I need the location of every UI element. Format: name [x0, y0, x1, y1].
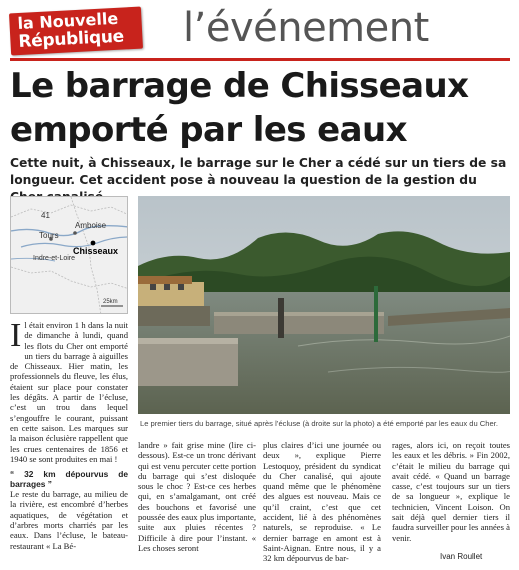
column-1-rest: Le reste du barrage, au milieu de la rivière, est encombré d’herbes aquatiques, de végétation et d’arbres morts charriés par les eaux. Dans l’écluse, le bateau-restaurant « La Bé-: [10, 489, 128, 551]
drop-cap: I: [10, 317, 22, 354]
column-3-text: plus claires d’ici une journée ou deux », explique Pierre Lestoquoy, président du syndicat du Cher canalisé, qui ajoute quand même que le phénomène des algues est nouveau. Mais ce qu’il craint, c’est que cet accident, lié à des phénomènes naturels, se reproduise. « Le dernier barrage en amont est à Saint-Aignan. Entre nous, il y a 32 km dépourvus de bar-: [263, 440, 381, 564]
author-signature: Ivan Roullet: [440, 552, 483, 561]
article-column-2: [138, 440, 256, 553]
map-scale: 25km: [103, 299, 118, 305]
barrage-photo: [138, 196, 510, 414]
logo-line-1: la Nouvelle: [17, 8, 119, 34]
article-headline: [10, 64, 515, 152]
map-label-chisseaux: Chisseaux: [73, 246, 119, 256]
article-column-1: [10, 317, 128, 551]
map-label-41: 41: [41, 211, 50, 220]
article-column-4: [392, 440, 510, 543]
location-map: [10, 196, 128, 314]
map-label-indre-et-loire: Indre-et-Loire: [33, 255, 76, 262]
headline-line-2: emporté par les eaux: [10, 110, 407, 150]
newspaper-logo: [9, 7, 143, 56]
column-2-text: landre » fait grise mine (lire ci-dessous). Est-ce un tronc dérivant qui est venu percuter cette portion du barrage qui s’est disloquée sous le choc ? Est-ce ces herbes qui, en s’amalgamant, ont créé des bouchons et favorisé une poussée des eaux plus importante, suite aux pluies récentes ? Difficile à dire pour l’instant. « Les choses seront: [138, 440, 256, 553]
map-label-amboise: Amboise: [75, 221, 107, 230]
column-4-text: rages, alors ici, on reçoit toutes les eaux et les débris. » Fin 2002, c’était le milieu du barrage qui avait cédé. « Quand un barrage casse, c’est toujours sur un tiers de sa longueur », explique le technicien, Vincent Loison. On sait déjà quel dernier tiers il faudra surveiller pour les années à venir.: [392, 440, 510, 543]
map-label-tours: Tours: [39, 231, 59, 240]
article-deck: Cette nuit, à Chisseaux, le barrage sur le Cher a cédé sur un tiers de sa longueur. Cet accident pose à nouveau la question de la gestion du: [10, 156, 507, 187]
article-column-3: [263, 440, 381, 564]
logo-line-2: République: [17, 26, 125, 53]
header-rule: [10, 58, 510, 61]
headline-line-1: Le barrage de Chisseaux: [10, 66, 469, 106]
photo-caption: Le premier tiers du barrage, situé après l’écluse (à droite sur la photo) a été emporté par les eaux du Cher.: [140, 419, 498, 428]
intro-paragraph: l était environ 1 h dans la nuit de dimanche à lundi, quand les flots du Cher ont emporté un tiers du barrage à aiguilles de Chisseaux. Hier matin, les professionnels du fleuve, les élus, étaient sur place pour constater les dégâts. A partir de l’écluse, c’est un trou dans lequel s’engouffre le courant, puissant en cette saison. Les marques sur la maison éclusière rappellent que les crues centenaires de 1856 et 1940 se sont produites en mai !: [10, 320, 128, 464]
subhead: “ 32 km dépourvus de barrages ”: [10, 469, 128, 490]
section-rubric: l’événement: [183, 5, 429, 51]
article-photo: [138, 196, 510, 414]
